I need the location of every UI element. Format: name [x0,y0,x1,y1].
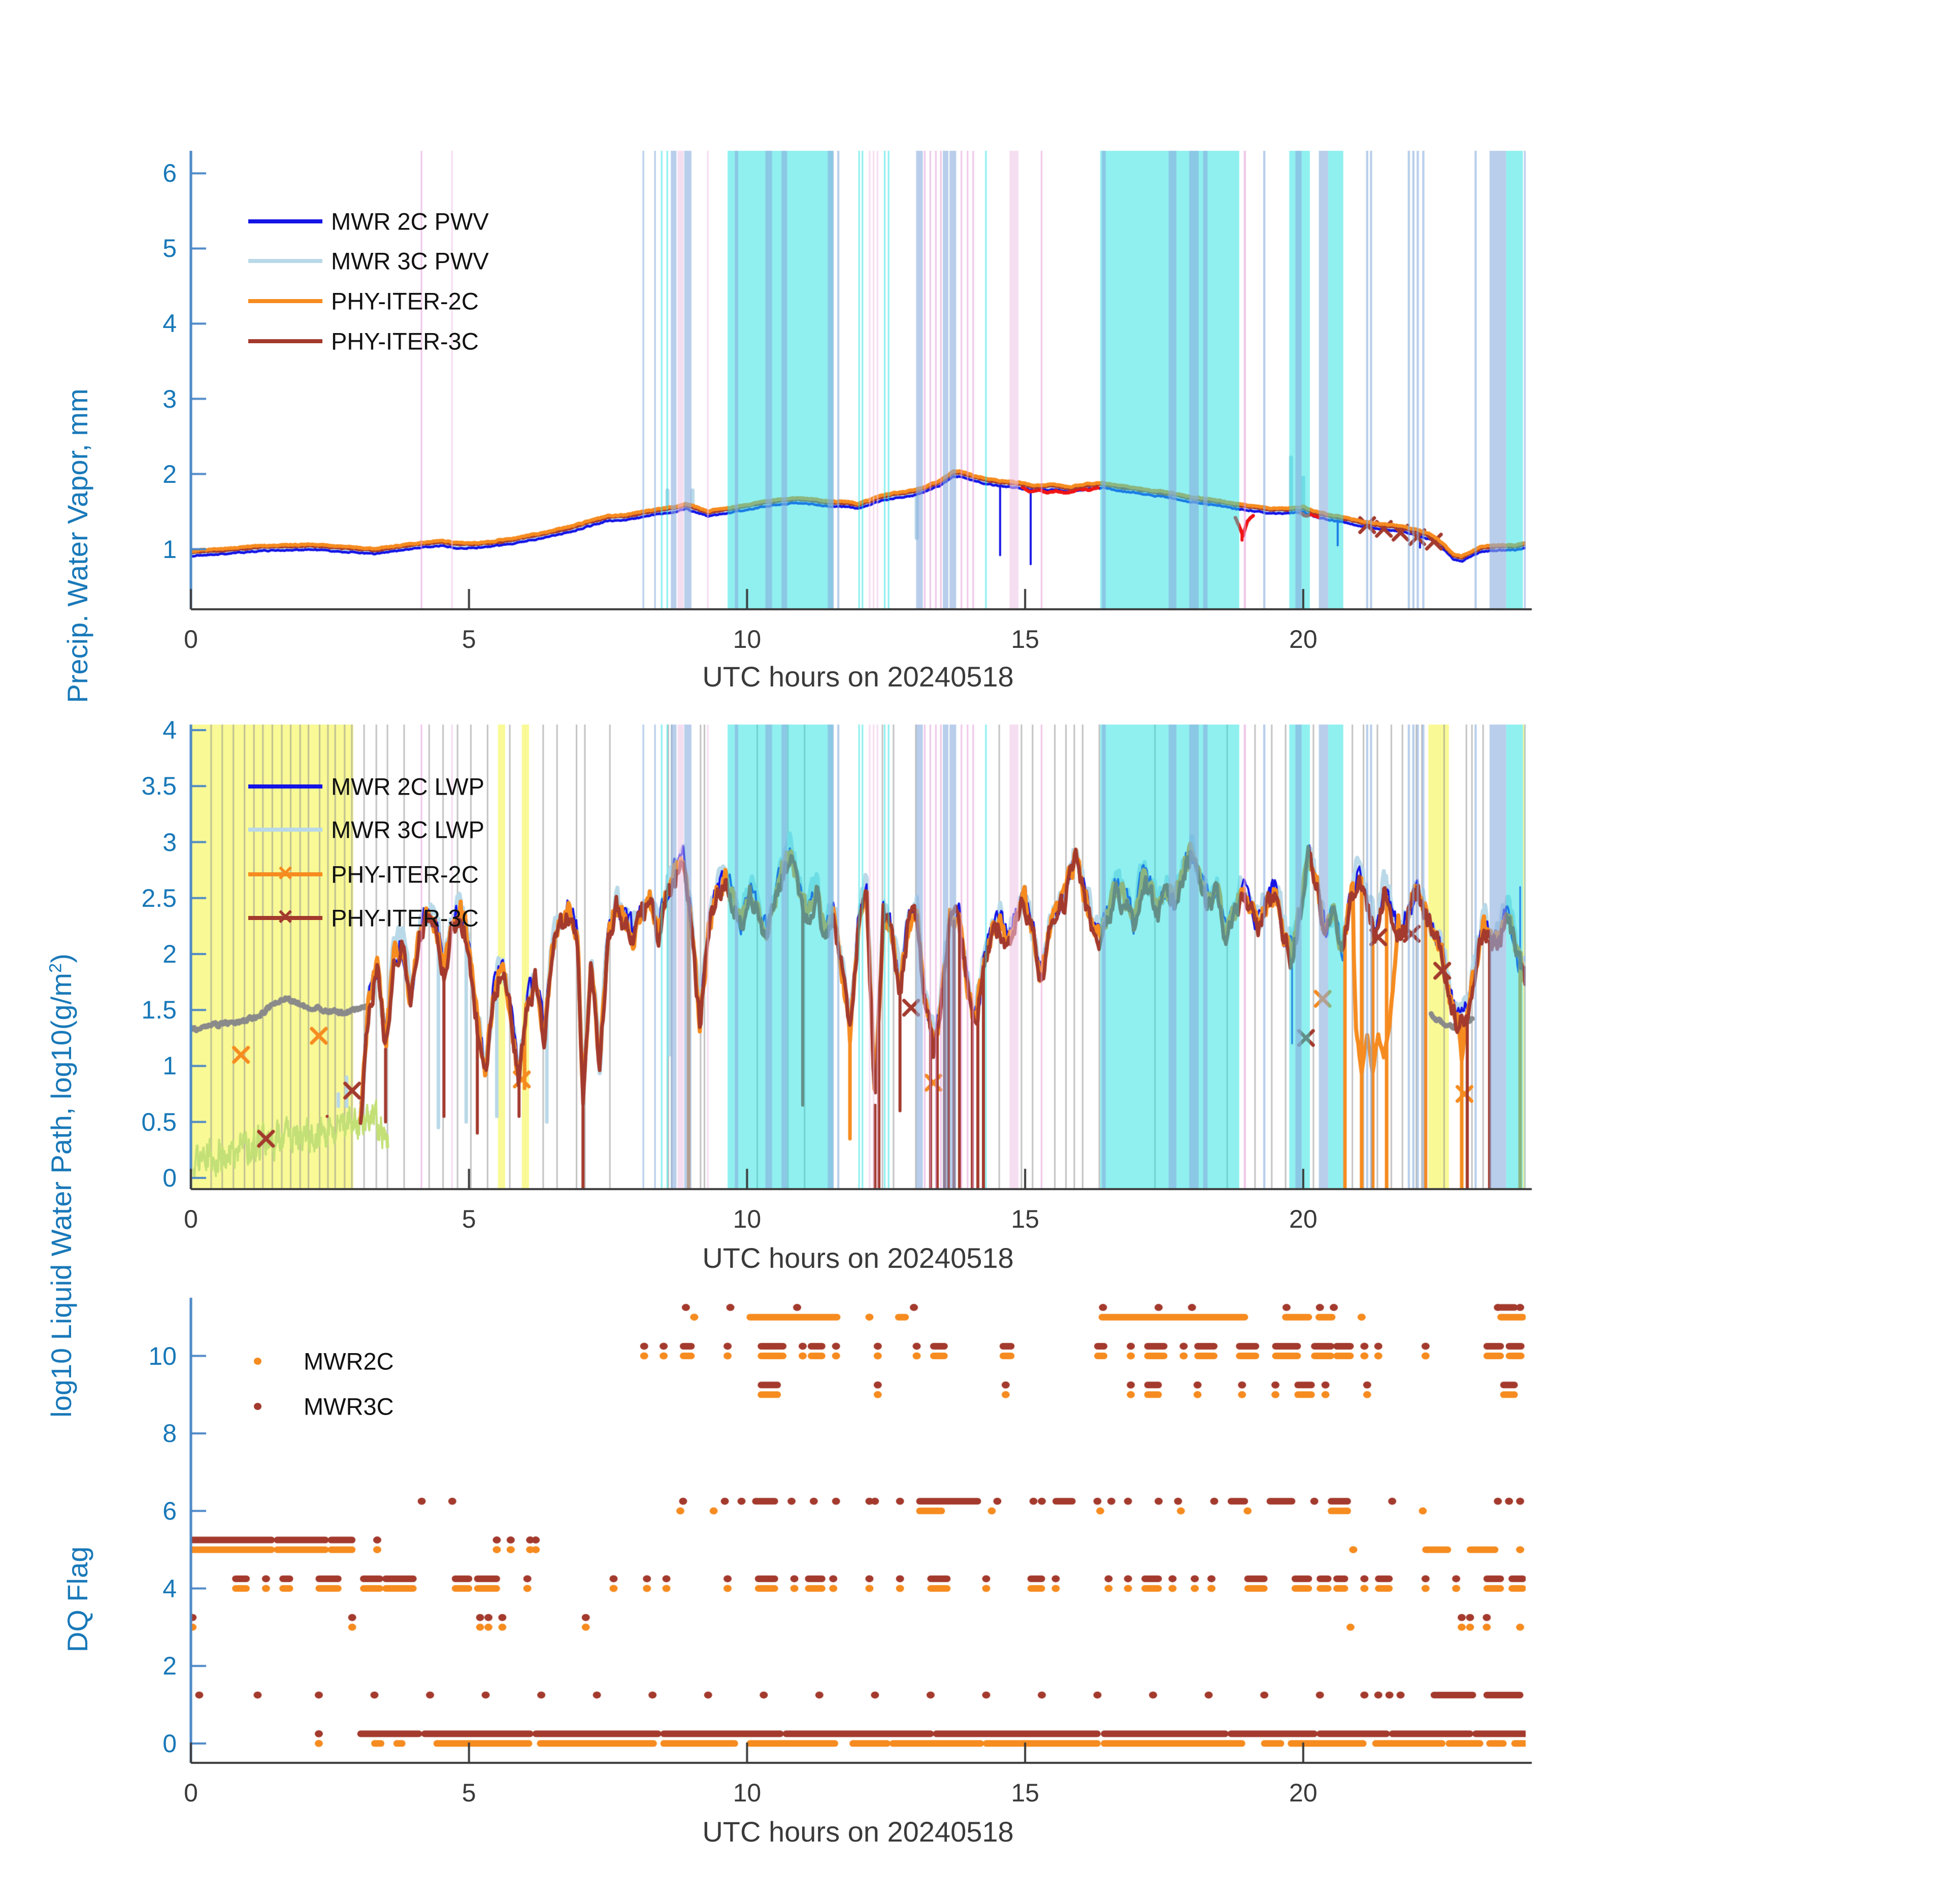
dq-y-axis-label: DQ Flag [61,1546,93,1653]
legend-label: MWR 2C PWV [331,208,489,235]
dq-x-axis-label: UTC hours on 20240518 [702,1816,1014,1848]
y-tick-label: 3 [162,384,177,413]
y-tick-label: 3.5 [141,772,177,801]
legend-label: MWR 3C PWV [331,247,489,275]
x-tick-label: 10 [733,1205,762,1233]
y-tick-label: 2 [162,939,177,968]
legend-line-swatch [248,828,322,832]
x-tick-label: 15 [1011,1205,1039,1233]
legend-label: MWR3C [304,1393,394,1420]
y-tick-label: 0 [162,1163,177,1192]
x-tick-label: 15 [1011,1779,1039,1807]
y-tick-label: 2 [162,459,177,488]
legend-label: MWR 2C LWP [331,773,485,800]
legend-marker-dot [254,1403,261,1410]
x-tick-label: 15 [1011,625,1039,653]
x-tick-label: 20 [1289,625,1318,653]
y-tick-label: 6 [162,1496,177,1525]
y-tick-label: 1.5 [141,996,177,1025]
legend-label: MWR 3C LWP [331,816,485,843]
x-tick-label: 0 [184,1205,198,1233]
x-tick-label: 5 [462,625,476,653]
y-tick-label: 0.5 [141,1107,177,1136]
x-tick-label: 20 [1289,1205,1318,1233]
legend-label: PHY-ITER-3C [331,327,479,355]
legend-line-swatch [248,219,322,223]
y-tick-label: 2 [162,1652,177,1681]
x-tick-label: 0 [184,1779,198,1807]
y-tick-label: 4 [162,1574,177,1603]
x-tick-label: 0 [184,625,198,653]
x-tick-label: 5 [462,1779,476,1807]
y-tick-label: 4 [162,716,177,745]
y-tick-label: 1 [162,1052,177,1080]
legend-label: PHY-ITER-3C [331,904,479,932]
x-tick-label: 20 [1289,1779,1318,1807]
legend-label: PHY-ITER-2C [331,287,479,315]
y-tick-label: 10 [148,1341,177,1370]
y-tick-label: 8 [162,1419,177,1448]
pwv-x-axis-label: UTC hours on 20240518 [702,661,1014,693]
legend-label: PHY-ITER-2C [331,861,479,888]
lwp-x-axis-label: UTC hours on 20240518 [702,1242,1014,1274]
legend-x-marker: × [277,858,293,888]
lwp-y-axis-label: log10 Liquid Water Path, $\log 10(g/m^2)$ [45,954,77,1418]
legend-label: MWR2C [304,1348,394,1375]
x-tick-label: 5 [462,1205,476,1233]
x-tick-label: 10 [733,625,762,653]
y-tick-label: 2.5 [141,883,177,912]
y-tick-label: 0 [162,1729,177,1758]
legend-x-marker: × [277,902,293,932]
y-tick-label: 6 [162,159,177,188]
legend-line-swatch [248,784,322,789]
y-tick-label: 5 [162,234,177,263]
legend-line-swatch [248,299,322,303]
pwv-y-axis-label: Precip. Water Vapor, mm [61,388,93,703]
legend-marker-dot [254,1358,261,1365]
legend-line-swatch [248,339,322,343]
y-tick-label: 3 [162,828,177,857]
legend-line-swatch [248,259,322,263]
x-tick-label: 10 [733,1779,762,1807]
y-tick-label: 4 [162,309,177,338]
y-tick-label: 1 [162,535,177,564]
